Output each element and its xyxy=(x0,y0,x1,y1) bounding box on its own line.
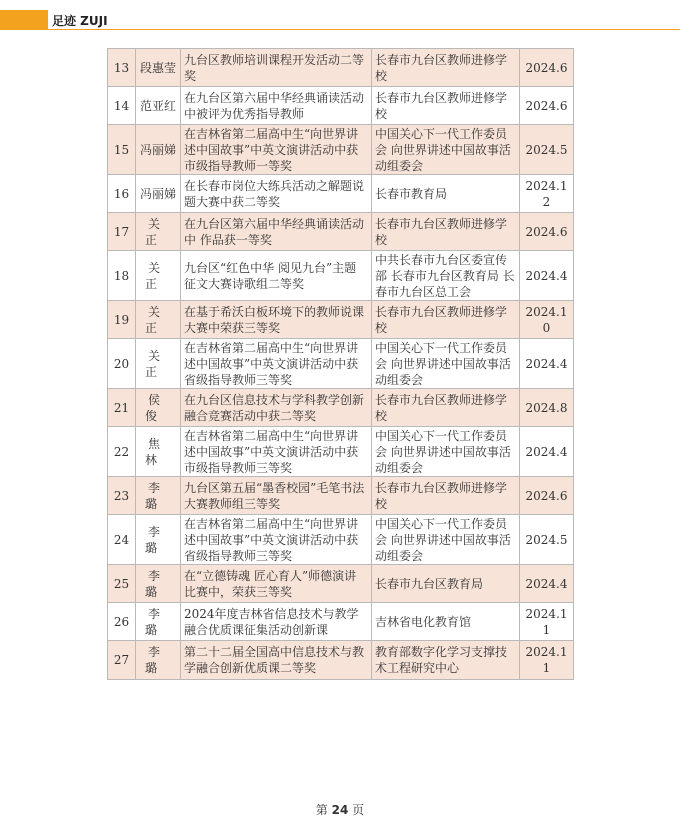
row-award: 在长春市岗位大练兵活动之解题说题大赛中获二等奖 xyxy=(181,175,372,213)
row-number: 24 xyxy=(108,515,136,565)
table-row xyxy=(108,603,574,641)
row-number: 15 xyxy=(108,125,136,175)
table-row xyxy=(108,125,574,175)
table-row xyxy=(108,565,574,603)
table-row xyxy=(108,389,574,427)
row-date: 2024.6 xyxy=(520,87,574,125)
row-name: 关正 xyxy=(136,339,181,389)
row-number: 23 xyxy=(108,477,136,515)
row-name: 李璐 xyxy=(136,565,181,603)
row-number: 13 xyxy=(108,49,136,87)
row-number: 19 xyxy=(108,301,136,339)
row-organization: 长春市九台区教师进修学校 xyxy=(372,87,520,125)
row-name: 段惠莹 xyxy=(136,49,181,87)
row-organization: 中国关心下一代工作委员会 向世界讲述中国故事活动组委会 xyxy=(372,515,520,565)
table-row xyxy=(108,515,574,565)
table-row xyxy=(108,87,574,125)
row-number: 21 xyxy=(108,389,136,427)
row-organization: 长春市九台区教师进修学校 xyxy=(372,301,520,339)
row-award: 在吉林省第二届高中生“向世界讲述中国故事”中英文演讲活动中获市级指导教师一等奖 xyxy=(181,125,372,175)
row-number: 25 xyxy=(108,565,136,603)
row-award: 九台区第五届“墨香校园”毛笔书法大赛教师组三等奖 xyxy=(181,477,372,515)
row-name: 李璐 xyxy=(136,515,181,565)
row-organization: 中国关心下一代工作委员会 向世界讲述中国故事活动组委会 xyxy=(372,125,520,175)
row-date: 2024.6 xyxy=(520,477,574,515)
row-name: 关正 xyxy=(136,251,181,301)
row-number: 22 xyxy=(108,427,136,477)
page-number-suffix: 页 xyxy=(352,803,365,817)
row-date: 2024.4 xyxy=(520,251,574,301)
row-organization: 中国关心下一代工作委员会 向世界讲述中国故事活动组委会 xyxy=(372,427,520,477)
row-date: 2024.4 xyxy=(520,339,574,389)
row-award: 在基于希沃白板环境下的教师说课大赛中荣获三等奖 xyxy=(181,301,372,339)
row-award: 九台区教师培训课程开发活动二等奖 xyxy=(181,49,372,87)
row-award: 在九台区信息技术与学科教学创新融合竞赛活动中获二等奖 xyxy=(181,389,372,427)
page-number xyxy=(0,801,680,818)
row-award: 九台区“红色中华 阅见九台”主题征文大赛诗歌组二等奖 xyxy=(181,251,372,301)
row-date: 2024.5 xyxy=(520,515,574,565)
row-name: 冯丽娣 xyxy=(136,125,181,175)
row-organization: 中国关心下一代工作委员会 向世界讲述中国故事活动组委会 xyxy=(372,339,520,389)
row-award: 第二十二届全国高中信息技术与教学融合创新优质课二等奖 xyxy=(181,641,372,680)
row-date: 2024.6 xyxy=(520,213,574,251)
row-organization: 长春市九台区教师进修学校 xyxy=(372,389,520,427)
row-date: 2024.8 xyxy=(520,389,574,427)
row-date: 2024.5 xyxy=(520,125,574,175)
row-award: 在“立德铸魂 匠心育人”师德演讲比赛中，荣获三等奖 xyxy=(181,565,372,603)
table-row xyxy=(108,477,574,515)
header-rule xyxy=(0,29,680,30)
row-award: 在吉林省第二届高中生“向世界讲述中国故事”中英文演讲活动中获省级指导教师三等奖 xyxy=(181,339,372,389)
page-number-prefix: 第 xyxy=(315,803,328,817)
row-name: 李璐 xyxy=(136,603,181,641)
row-number: 18 xyxy=(108,251,136,301)
row-organization: 长春市九台区教师进修学校 xyxy=(372,477,520,515)
award-records-body xyxy=(108,49,574,680)
row-number: 27 xyxy=(108,641,136,680)
row-award: 在吉林省第二届高中生“向世界讲述中国故事”中英文演讲活动中获省级指导教师三等奖 xyxy=(181,515,372,565)
row-name: 李璐 xyxy=(136,641,181,680)
row-organization: 长春市教育局 xyxy=(372,175,520,213)
row-date: 2024.11 xyxy=(520,641,574,680)
row-date: 2024.12 xyxy=(520,175,574,213)
row-name: 范亚红 xyxy=(136,87,181,125)
table-row xyxy=(108,641,574,680)
table-row xyxy=(108,251,574,301)
row-number: 16 xyxy=(108,175,136,213)
table-row xyxy=(108,213,574,251)
row-name: 李璐 xyxy=(136,477,181,515)
page-header xyxy=(0,10,680,30)
header-accent-block xyxy=(0,10,48,30)
row-organization: 中共长春市九台区委宣传部 长春市九台区教育局 长春市九台区总工会 xyxy=(372,251,520,301)
row-name: 冯丽娣 xyxy=(136,175,181,213)
table-row xyxy=(108,427,574,477)
row-name: 焦林 xyxy=(136,427,181,477)
row-award: 在九台区第六届中华经典诵读活动中被评为优秀指导教师 xyxy=(181,87,372,125)
row-organization: 长春市九台区教育局 xyxy=(372,565,520,603)
row-organization: 吉林省电化教育馆 xyxy=(372,603,520,641)
row-date: 2024.6 xyxy=(520,49,574,87)
row-date: 2024.11 xyxy=(520,603,574,641)
header-title: 足迹 ZUJI xyxy=(52,14,108,28)
row-award: 在吉林省第二届高中生“向世界讲述中国故事”中英文演讲活动中获市级指导教师三等奖 xyxy=(181,427,372,477)
row-award: 2024年度吉林省信息技术与教学融合优质课征集活动创新课 xyxy=(181,603,372,641)
row-number: 14 xyxy=(108,87,136,125)
row-name: 侯俊 xyxy=(136,389,181,427)
row-name: 关正 xyxy=(136,301,181,339)
table-row xyxy=(108,49,574,87)
award-records-table xyxy=(107,48,574,680)
table-row xyxy=(108,175,574,213)
row-date: 2024.10 xyxy=(520,301,574,339)
table-row xyxy=(108,301,574,339)
table-row xyxy=(108,339,574,389)
row-organization: 长春市九台区教师进修学校 xyxy=(372,49,520,87)
row-name: 关正 xyxy=(136,213,181,251)
row-award: 在九台区第六届中华经典诵读活动中 作品获一等奖 xyxy=(181,213,372,251)
row-number: 26 xyxy=(108,603,136,641)
row-organization: 教育部数字化学习支撑技术工程研究中心 xyxy=(372,641,520,680)
row-date: 2024.4 xyxy=(520,565,574,603)
row-number: 17 xyxy=(108,213,136,251)
row-number: 20 xyxy=(108,339,136,389)
page-number-value: 24 xyxy=(331,803,349,817)
row-organization: 长春市九台区教师进修学校 xyxy=(372,213,520,251)
row-date: 2024.4 xyxy=(520,427,574,477)
